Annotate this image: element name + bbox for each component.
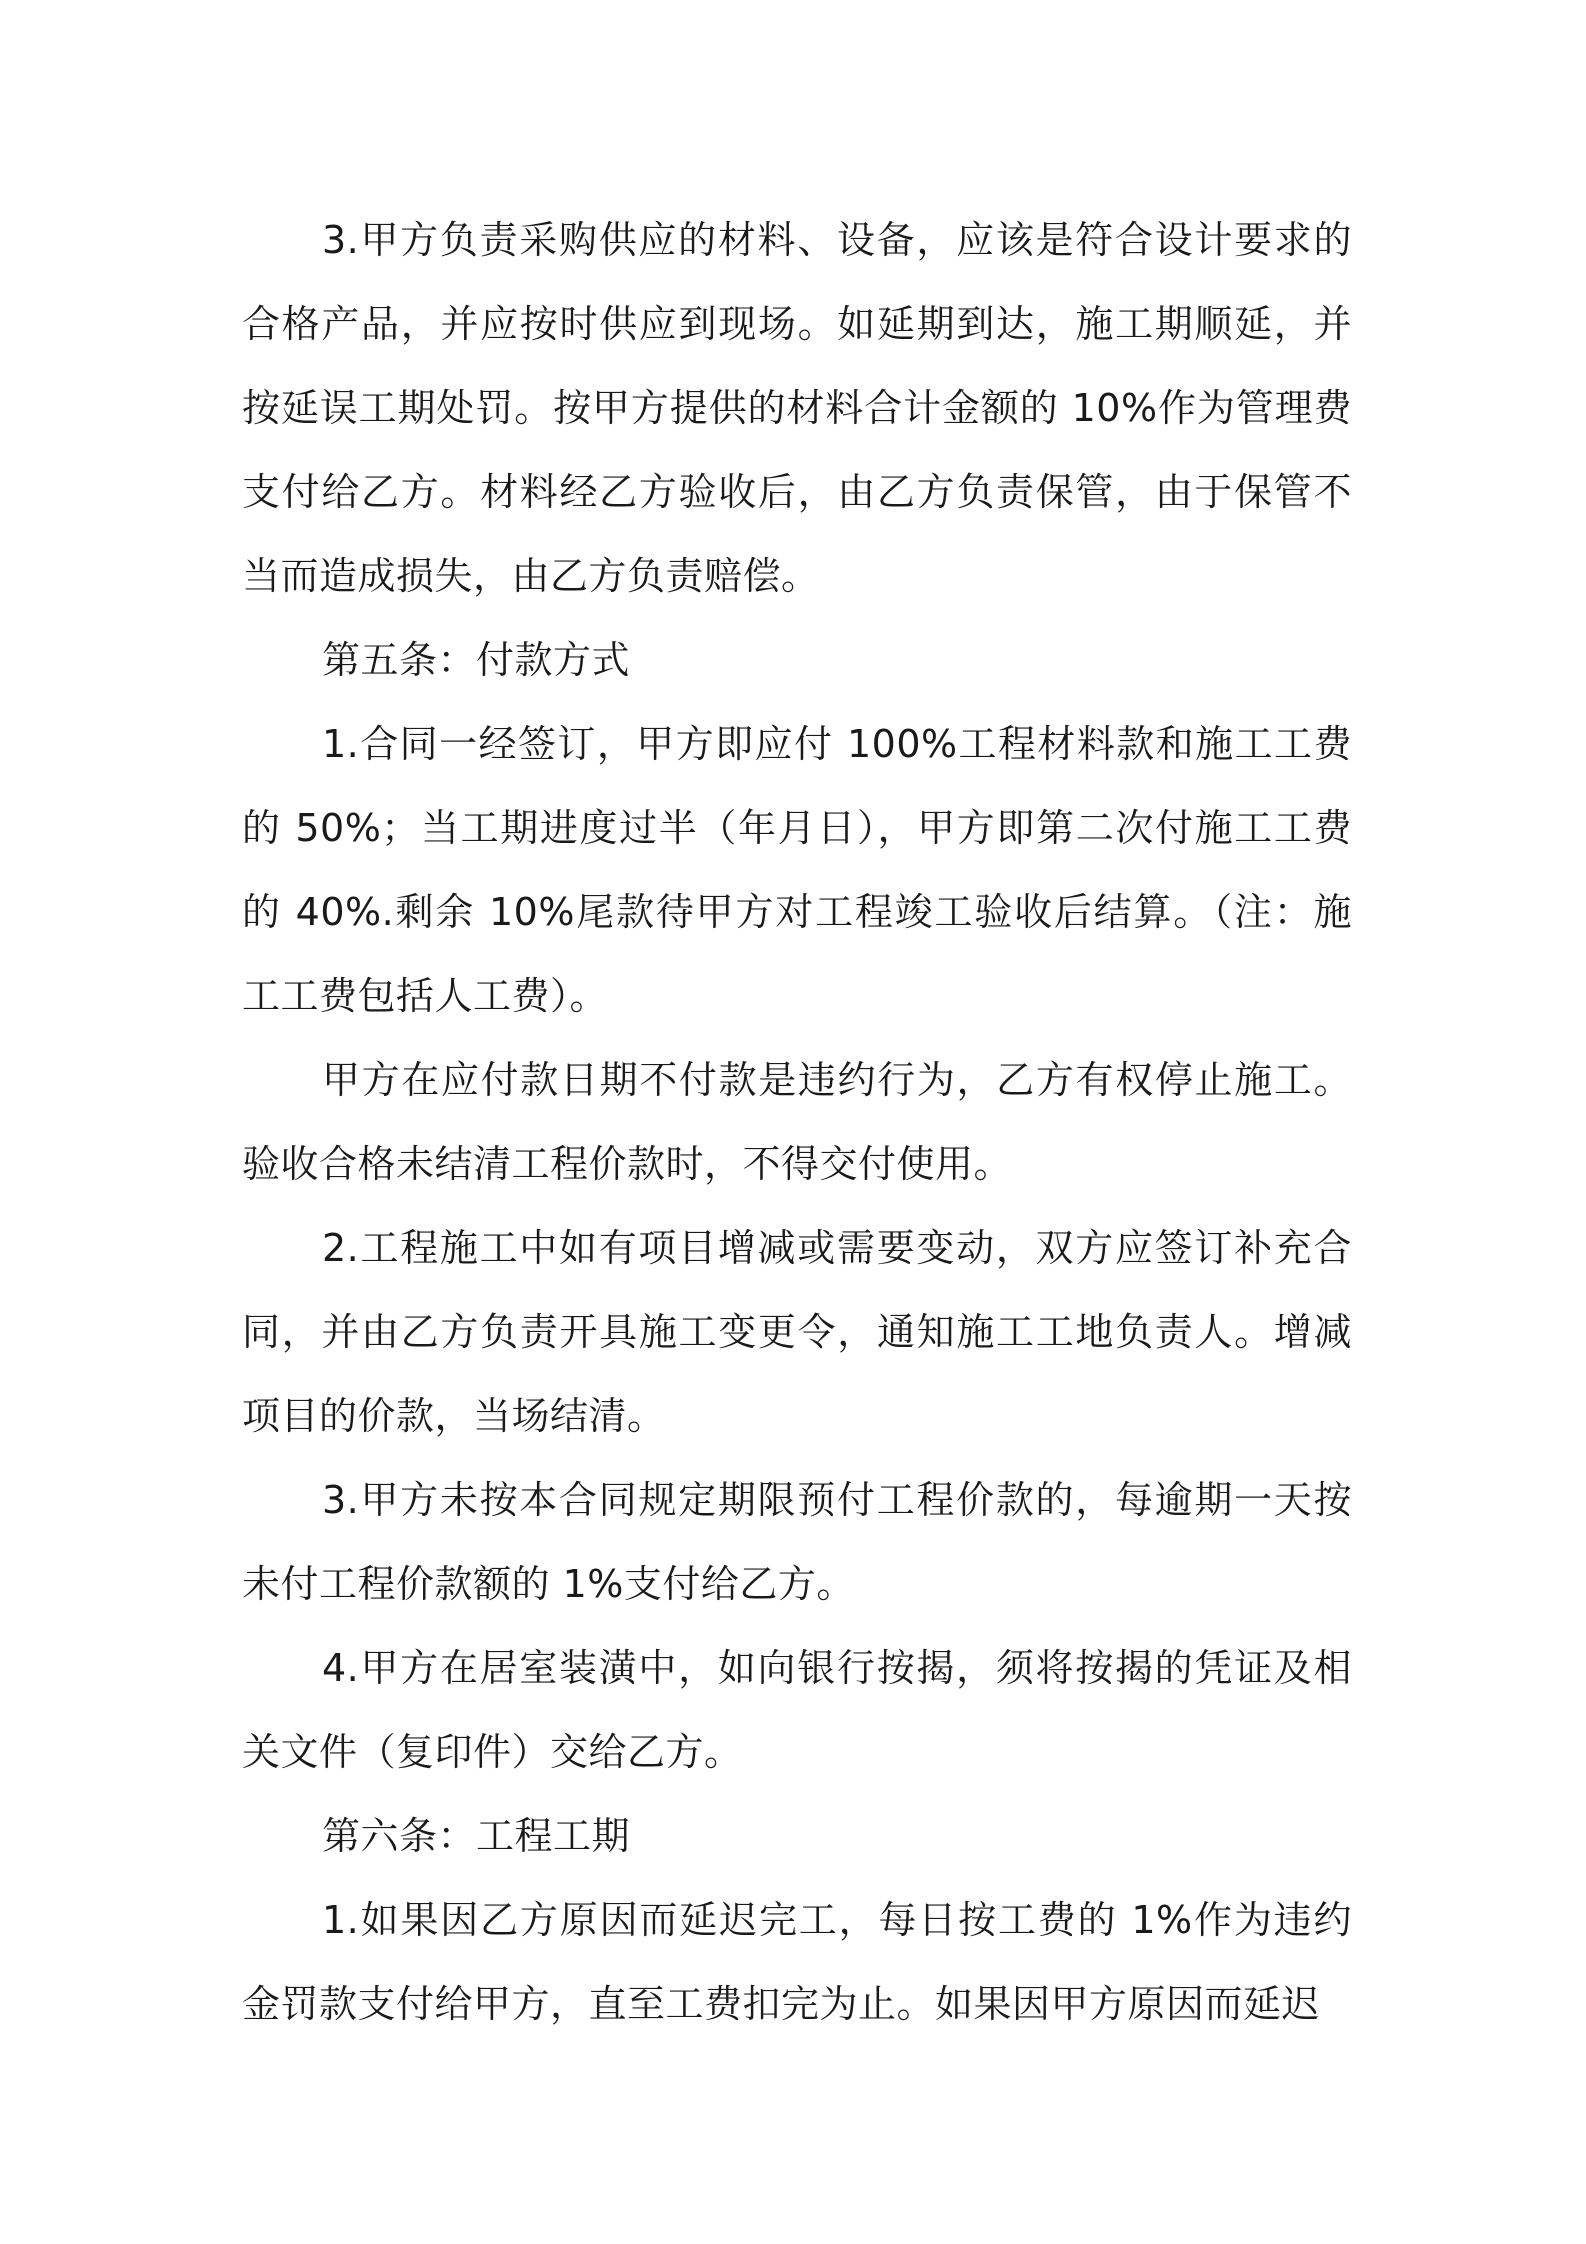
article-5-item-4: 4.甲方在居室装潢中，如向银行按揭，须将按揭的凭证及相关文件（复印件）交给乙方。: [242, 1646, 1352, 1774]
article-6-item-1: 1.如果因乙方原因而延迟完工，每日按工费的 1%作为违约金罚款支付给甲方，直至工费扣完为止。如果因甲方原因而延迟: [242, 1898, 1352, 2026]
article-5-item-2: 2.工程施工中如有项目增减或需要变动，双方应签订补充合同，并由乙方负责开具施工变更令，通知施工工地负责人。增减项目的价款，当场结清。: [242, 1226, 1352, 1438]
article-6-heading: 第六条：工程工期: [322, 1814, 631, 1858]
article-5-item-1: 1.合同一经签订，甲方即应付 100%工程材料款和施工工费的 50%；当工期进度过半（年月日），甲方即第二次付施工工费的 40%.剩余 10%尾款待甲方对工程竣工验收后结算。（注：施工工费包括人工费）。: [242, 722, 1352, 1018]
article-5-item-3: 3.甲方未按本合同规定期限预付工程价款的，每逾期一天按未付工程价款额的 1%支付给乙方。: [242, 1478, 1352, 1606]
clause-4-item-3: 3.甲方负责采购供应的材料、设备，应该是符合设计要求的合格产品，并应按时供应到现场。如延期到达，施工期顺延，并按延误工期处罚。按甲方提供的材料合计金额的 10%作为管理费支付给乙方。材料经乙方验收后，由乙方负责保管，由于保管不当而造成损失，由乙方负责赔偿。: [242, 218, 1352, 598]
document-page: [242, 198, 1352, 2046]
article-5-breach-note: 甲方在应付款日期不付款是违约行为，乙方有权停止施工。验收合格未结清工程价款时，不得交付使用。: [242, 1058, 1352, 1186]
article-5-heading: 第五条：付款方式: [322, 638, 631, 682]
